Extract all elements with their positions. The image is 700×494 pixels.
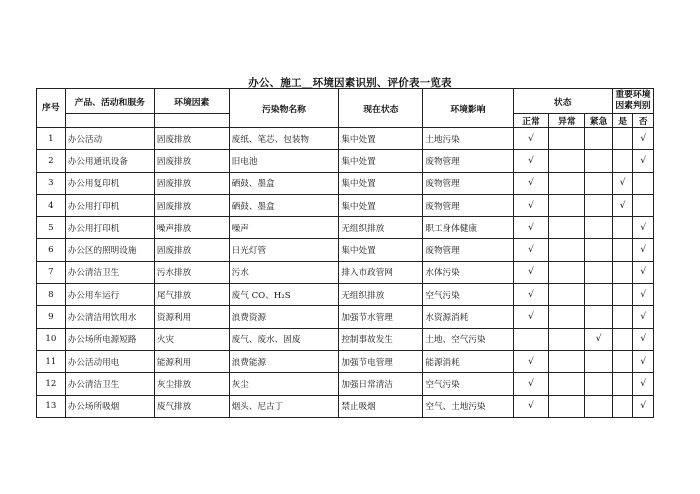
activity-cell: 办公区的照明设施: [65, 239, 154, 261]
header-important-no: 否: [633, 114, 654, 128]
factor-cell: 资源利用: [154, 306, 229, 328]
impact-cell: 职工身体健康: [423, 217, 513, 239]
factor-cell: 火灾: [154, 328, 229, 350]
important-no-cell: [633, 373, 654, 395]
check-mark: √: [528, 356, 534, 367]
important-no-cell: [633, 261, 654, 283]
state-emergency-cell: [585, 328, 613, 350]
table-row: [37, 350, 654, 372]
row-number: 6: [37, 239, 66, 261]
important-yes-cell: [612, 328, 632, 350]
important-no-cell: [633, 284, 654, 306]
impact-cell: 水资源消耗: [423, 306, 513, 328]
status-cell: 无组织排放: [339, 284, 423, 306]
important-no-cell: [633, 172, 654, 194]
activity-cell: 办公清洁用饮用水: [65, 306, 154, 328]
state-normal-cell: [513, 284, 549, 306]
row-number: 5: [37, 217, 66, 239]
activity-cell: 办公场所电源短路: [65, 328, 154, 350]
factor-cell: 固废排放: [154, 172, 229, 194]
status-cell: 集中处置: [339, 172, 423, 194]
state-normal-cell: [513, 172, 549, 194]
status-cell: 排入市政管网: [339, 261, 423, 283]
check-mark: √: [640, 133, 647, 144]
state-emergency-cell: [585, 395, 613, 417]
status-cell: 控制事故发生: [339, 328, 423, 350]
important-no-cell: [633, 395, 654, 417]
header-factor-blank: [154, 114, 229, 128]
state-normal-cell: [513, 306, 549, 328]
status-cell: 集中处置: [339, 150, 423, 172]
header-pollutant: 污染物名称: [229, 89, 339, 128]
check-mark: √: [640, 334, 647, 345]
state-normal-cell: [513, 217, 549, 239]
pollutant-cell: 烟头、尼古丁: [229, 395, 339, 417]
table-row: [37, 194, 654, 216]
state-abnormal-cell: [549, 172, 585, 194]
impact-cell: 土地、空气污染: [423, 328, 513, 350]
state-normal-cell: [513, 150, 549, 172]
row-number: 13: [37, 395, 66, 417]
factor-cell: 尾气排放: [154, 284, 229, 306]
important-yes-cell: [612, 217, 632, 239]
factor-cell: 废气排放: [154, 395, 229, 417]
pollutant-cell: 浪费能源: [229, 350, 339, 372]
impact-cell: 废物管理: [423, 194, 513, 216]
header-product-blank: [65, 114, 154, 128]
state-emergency-cell: [585, 150, 613, 172]
check-mark: √: [595, 334, 602, 345]
state-emergency-cell: [585, 350, 613, 372]
activity-cell: 办公用打印机: [65, 194, 154, 216]
page-title: 办公、施工__环境因素识别、评价表一览表: [248, 77, 452, 89]
state-normal-cell: [513, 328, 549, 350]
impact-cell: 能源消耗: [423, 350, 513, 372]
check-mark: √: [528, 178, 534, 189]
activity-cell: 办公用车运行: [65, 284, 154, 306]
check-mark: √: [640, 155, 647, 166]
table-row: [37, 306, 654, 328]
important-yes-cell: [612, 306, 632, 328]
table-row: [37, 373, 654, 395]
state-emergency-cell: [585, 284, 613, 306]
check-mark: √: [528, 312, 534, 323]
state-emergency-cell: [585, 128, 613, 150]
important-no-cell: [633, 350, 654, 372]
pollutant-cell: 污水: [229, 261, 339, 283]
impact-cell: 土地污染: [423, 128, 513, 150]
table-row: [37, 217, 654, 239]
status-cell: 加强节水管理: [339, 306, 423, 328]
row-number: 7: [37, 261, 66, 283]
factor-cell: 固废排放: [154, 194, 229, 216]
table-row: [37, 261, 654, 283]
state-abnormal-cell: [549, 350, 585, 372]
state-abnormal-cell: [549, 239, 585, 261]
check-mark: √: [640, 222, 647, 233]
check-mark: √: [640, 267, 647, 278]
row-number: 10: [37, 328, 66, 350]
check-mark: √: [640, 312, 647, 323]
header-state-normal: 正常: [513, 114, 549, 128]
status-cell: 集中处置: [339, 239, 423, 261]
pollutant-cell: 日光灯管: [229, 239, 339, 261]
state-abnormal-cell: [549, 150, 585, 172]
state-abnormal-cell: [549, 217, 585, 239]
impact-cell: 废物管理: [423, 239, 513, 261]
state-normal-cell: [513, 128, 549, 150]
status-cell: 集中处置: [339, 194, 423, 216]
header-product: 产品、活动和服务: [65, 89, 154, 114]
important-yes-cell: [612, 239, 632, 261]
row-number: 9: [37, 306, 66, 328]
important-yes-cell: [612, 261, 632, 283]
impact-cell: 废物管理: [423, 150, 513, 172]
factor-cell: 污水排放: [154, 261, 229, 283]
factor-cell: 灰尘排放: [154, 373, 229, 395]
row-number: 1: [37, 128, 66, 150]
check-mark: √: [640, 356, 647, 367]
important-no-cell: [633, 306, 654, 328]
table-row: [37, 150, 654, 172]
status-cell: 无组织排放: [339, 217, 423, 239]
impact-cell: 空气、土地污染: [423, 395, 513, 417]
header-important: 重要环境因素判别: [612, 89, 653, 114]
activity-cell: 办公用打印机: [65, 217, 154, 239]
state-abnormal-cell: [549, 373, 585, 395]
header-important-yes: 是: [612, 114, 632, 128]
state-abnormal-cell: [549, 284, 585, 306]
important-no-cell: [633, 150, 654, 172]
factor-cell: 固废排放: [154, 239, 229, 261]
state-abnormal-cell: [549, 261, 585, 283]
status-cell: 集中处置: [339, 128, 423, 150]
pollutant-cell: 旧电池: [229, 150, 339, 172]
header-state-abnormal: 异常: [549, 114, 585, 128]
check-mark: √: [640, 245, 647, 256]
pollutant-cell: 噪声: [229, 217, 339, 239]
important-yes-cell: [612, 128, 632, 150]
header-status-now: 现在状态: [339, 89, 423, 128]
important-yes-cell: [612, 172, 632, 194]
important-no-cell: [633, 194, 654, 216]
pollutant-cell: 灰尘: [229, 373, 339, 395]
check-mark: √: [640, 401, 647, 412]
check-mark: √: [528, 133, 534, 144]
state-emergency-cell: [585, 194, 613, 216]
important-yes-cell: [612, 350, 632, 372]
factor-cell: 噪声排放: [154, 217, 229, 239]
pollutant-cell: 废气、废水、固废: [229, 328, 339, 350]
state-emergency-cell: [585, 306, 613, 328]
check-mark: √: [528, 245, 534, 256]
row-number: 2: [37, 150, 66, 172]
environment-factor-table: [36, 88, 654, 418]
state-emergency-cell: [585, 217, 613, 239]
row-number: 12: [37, 373, 66, 395]
state-emergency-cell: [585, 172, 613, 194]
important-no-cell: [633, 128, 654, 150]
state-abnormal-cell: [549, 328, 585, 350]
table-row: [37, 239, 654, 261]
check-mark: √: [528, 222, 534, 233]
pollutant-cell: 硒鼓、墨盒: [229, 172, 339, 194]
check-mark: √: [528, 289, 534, 300]
pollutant-cell: 硒鼓、墨盒: [229, 194, 339, 216]
impact-cell: 空气污染: [423, 373, 513, 395]
check-mark: √: [640, 378, 647, 389]
pollutant-cell: 废气 CO、H₂S: [229, 284, 339, 306]
state-normal-cell: [513, 350, 549, 372]
state-normal-cell: [513, 239, 549, 261]
state-normal-cell: [513, 395, 549, 417]
header-state-emergency: 紧急: [585, 114, 613, 128]
state-abnormal-cell: [549, 395, 585, 417]
check-mark: √: [528, 267, 534, 278]
table-row: [37, 284, 654, 306]
state-emergency-cell: [585, 373, 613, 395]
row-number: 4: [37, 194, 66, 216]
state-normal-cell: [513, 373, 549, 395]
row-number: 11: [37, 350, 66, 372]
status-cell: 加强日常清洁: [339, 373, 423, 395]
factor-cell: 固废排放: [154, 150, 229, 172]
factor-cell: 固废排放: [154, 128, 229, 150]
impact-cell: 水体污染: [423, 261, 513, 283]
state-normal-cell: [513, 194, 549, 216]
impact-cell: 废物管理: [423, 172, 513, 194]
row-number: 3: [37, 172, 66, 194]
activity-cell: 办公活动用电: [65, 350, 154, 372]
header-state: 状态: [513, 89, 612, 114]
row-number: 8: [37, 284, 66, 306]
important-yes-cell: [612, 395, 632, 417]
activity-cell: 办公场所吸烟: [65, 395, 154, 417]
state-normal-cell: [513, 261, 549, 283]
state-emergency-cell: [585, 261, 613, 283]
table-row: [37, 172, 654, 194]
activity-cell: 办公清洁卫生: [65, 261, 154, 283]
state-abnormal-cell: [549, 306, 585, 328]
state-abnormal-cell: [549, 194, 585, 216]
status-cell: 加强节电管理: [339, 350, 423, 372]
header-seq: 序号: [37, 89, 66, 128]
check-mark: √: [528, 200, 534, 211]
pollutant-cell: 废纸、笔芯、包装物: [229, 128, 339, 150]
check-mark: √: [528, 155, 534, 166]
impact-cell: 空气污染: [423, 284, 513, 306]
check-mark: √: [528, 401, 534, 412]
state-emergency-cell: [585, 239, 613, 261]
activity-cell: 办公活动: [65, 128, 154, 150]
important-yes-cell: [612, 150, 632, 172]
important-no-cell: [633, 217, 654, 239]
header-impact: 环境影响: [423, 89, 513, 128]
table-body: [37, 128, 654, 418]
important-yes-cell: [612, 373, 632, 395]
activity-cell: 办公清洁卫生: [65, 373, 154, 395]
activity-cell: 办公用复印机: [65, 172, 154, 194]
important-yes-cell: [612, 284, 632, 306]
header-factor: 环境因素: [154, 89, 229, 114]
check-mark: √: [619, 200, 626, 211]
important-no-cell: [633, 239, 654, 261]
pollutant-cell: 浪费资源: [229, 306, 339, 328]
factor-cell: 能源利用: [154, 350, 229, 372]
activity-cell: 办公用通讯设备: [65, 150, 154, 172]
check-mark: √: [528, 378, 534, 389]
table-row: [37, 328, 654, 350]
check-mark: √: [640, 289, 647, 300]
status-cell: 禁止吸烟: [339, 395, 423, 417]
check-mark: √: [619, 178, 626, 189]
state-abnormal-cell: [549, 128, 585, 150]
table-row: [37, 128, 654, 150]
important-no-cell: [633, 328, 654, 350]
important-yes-cell: [612, 194, 632, 216]
table-row: [37, 395, 654, 417]
